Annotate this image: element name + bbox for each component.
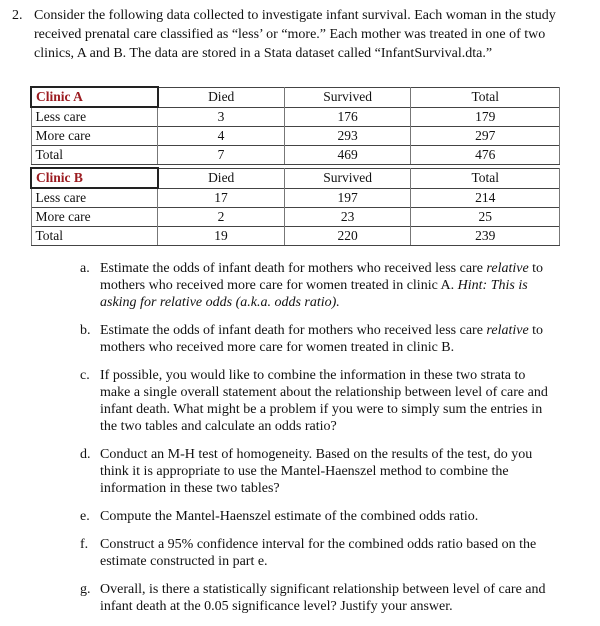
cell-died: 2 (158, 208, 285, 227)
cell-survived: 23 (284, 208, 411, 227)
cell-survived: 197 (284, 188, 411, 208)
table-row (31, 188, 560, 208)
table-label: Clinic A (31, 87, 158, 107)
table-header-row (31, 87, 560, 107)
cell-total: 239 (411, 227, 560, 246)
clinic-a-table (30, 86, 560, 165)
row-label: More care (31, 208, 158, 227)
question-f (80, 536, 550, 570)
clinic-b-table (30, 167, 560, 246)
cell-total: 214 (411, 188, 560, 208)
table-row (31, 227, 560, 246)
column-header: Survived (284, 87, 411, 107)
question-d (80, 446, 550, 497)
row-label: Total (31, 227, 158, 246)
question-emphasis: relative (486, 323, 529, 338)
table-label: Clinic B (31, 168, 158, 188)
cell-survived: 220 (284, 227, 411, 246)
question-e (80, 508, 550, 525)
cell-died: 17 (158, 188, 285, 208)
row-label: Less care (31, 188, 158, 208)
question-text: Estimate the odds of infant death for mothers who received less care (100, 261, 487, 276)
question-letter: b. (80, 323, 91, 338)
question-text: Construct a 95% confidence interval for the combined odds ratio based on the estimate constructed in part e. (100, 537, 537, 569)
problem-intro: Consider the following data collected to investigate infant survival. Each woman in the study received prenatal care classified as “less’ or “more.” Each mother was treated in one of two clinics, A and B. The data are stored in a Stata dataset called “InfantSurvival.dta.” (34, 8, 556, 61)
question-b (80, 322, 550, 356)
problem-number: 2. (12, 8, 23, 23)
question-letter: a. (80, 261, 90, 276)
question-a (80, 260, 550, 311)
table-row (31, 127, 560, 146)
cell-total: 476 (411, 146, 560, 165)
question-text: to mothers who received more care for women treated in clinic A. (100, 261, 544, 293)
column-header: Survived (284, 168, 411, 188)
question-emphasis: relative (486, 261, 529, 276)
question-g (80, 581, 550, 615)
question-list (80, 260, 550, 626)
cell-died: 3 (158, 107, 285, 127)
question-text: to mothers who received more care for women treated in clinic B. (100, 323, 544, 355)
question-text: If possible, you would like to combine the information in these two strata to make a single overall statement about the relationship between level of care and infant death. What might be a problem if you were to simply sum the entries in the two tables and calculate an odds ratio? (100, 368, 548, 434)
table-header-row (31, 168, 560, 188)
row-label: Less care (31, 107, 158, 127)
table-row (31, 146, 560, 165)
question-c (80, 367, 550, 435)
question-letter: g. (80, 582, 91, 597)
column-header: Died (158, 168, 285, 188)
column-header: Died (158, 87, 285, 107)
question-letter: d. (80, 447, 91, 462)
row-label: Total (31, 146, 158, 165)
question-text: Compute the Mantel-Haenszel estimate of the combined odds ratio. (100, 509, 479, 524)
question-text: Conduct an M-H test of homogeneity. Based on the results of the test, do you think it is appropriate to use the Mantel-Haenszel method to combine the information in these two tables? (100, 447, 533, 496)
cell-survived: 469 (284, 146, 411, 165)
question-letter: e. (80, 509, 90, 524)
question-text: Estimate the odds of infant death for mothers who received less care (100, 323, 487, 338)
question-text: Overall, is there a statistically significant relationship between level of care and infant death at the 0.05 significance level? Justify your answer. (100, 582, 546, 614)
cell-total: 297 (411, 127, 560, 146)
question-hint: Hint: This is asking for relative odds (a.k.a. odds ratio). (100, 278, 528, 310)
cell-died: 4 (158, 127, 285, 146)
cell-survived: 176 (284, 107, 411, 127)
question-letter: f. (80, 537, 89, 552)
question-letter: c. (80, 368, 90, 383)
column-header: Total (411, 168, 560, 188)
table-row (31, 107, 560, 127)
row-label: More care (31, 127, 158, 146)
cell-survived: 293 (284, 127, 411, 146)
table-row (31, 208, 560, 227)
cell-total: 25 (411, 208, 560, 227)
cell-died: 7 (158, 146, 285, 165)
cell-total: 179 (411, 107, 560, 127)
cell-died: 19 (158, 227, 285, 246)
column-header: Total (411, 87, 560, 107)
